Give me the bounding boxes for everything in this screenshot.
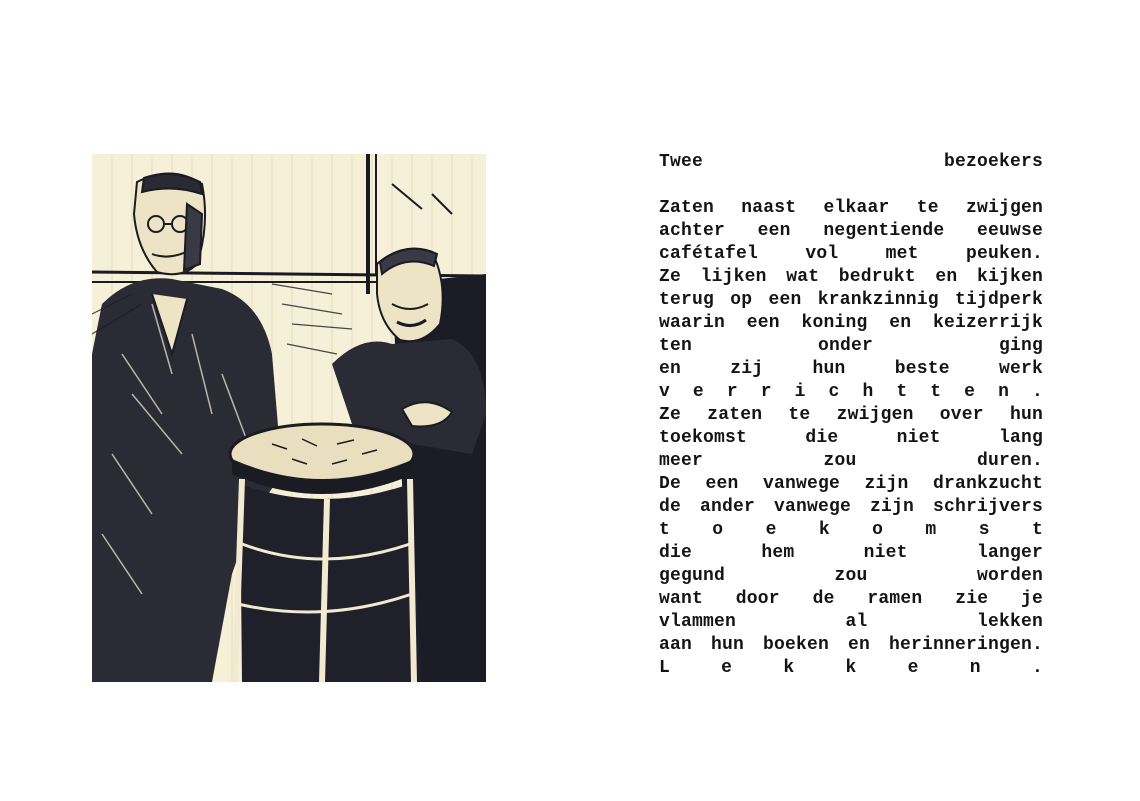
poem-word: t — [930, 382, 942, 402]
poem-word: schrijvers — [932, 497, 1043, 517]
poem-word: c — [828, 382, 840, 402]
poem-word: vlammen — [659, 612, 737, 632]
poem-word: o — [712, 520, 724, 540]
poem-stanza — [659, 197, 1043, 680]
poem-word: e — [692, 382, 704, 402]
poem-word: ging — [998, 336, 1043, 356]
poem-word: ander — [699, 497, 755, 517]
poem-word: s — [978, 520, 990, 540]
poem-word: onder — [817, 336, 873, 356]
poem-line — [659, 611, 1043, 634]
poem-word: te — [788, 405, 811, 425]
poem-word: door — [735, 589, 780, 609]
poem-word: zou — [834, 566, 868, 586]
poem-word: achter — [659, 221, 726, 241]
poem-line — [659, 358, 1043, 381]
poem-line — [659, 289, 1043, 312]
poem-word: elkaar — [823, 198, 890, 218]
poem-line — [659, 243, 1043, 266]
poem-word: langer — [976, 543, 1043, 563]
poem-word: lijken — [700, 267, 767, 287]
poem-word: o — [872, 520, 884, 540]
poem-word: een — [768, 290, 802, 310]
poem-word: naast — [741, 198, 797, 218]
poem-word: duren. — [976, 451, 1043, 471]
poem-word: zij — [730, 359, 764, 379]
poem-word: tijdperk — [954, 290, 1043, 310]
poem-word: m — [925, 520, 937, 540]
poem-word: krankzinnig — [817, 290, 939, 310]
poem-line — [659, 496, 1043, 519]
poem-line — [659, 312, 1043, 335]
poem-word: k — [845, 658, 857, 678]
poem-word: e — [907, 658, 919, 678]
poem-line — [659, 588, 1043, 611]
poem-line — [659, 381, 1043, 404]
poem-word: zijn — [869, 497, 914, 517]
poem-word: vanwege — [773, 497, 851, 517]
poem-word: ramen — [867, 589, 923, 609]
poem-word: gegund — [659, 566, 726, 586]
poem-word: met — [885, 244, 919, 264]
poem-word: t — [1031, 520, 1043, 540]
poem-word: De — [659, 474, 682, 494]
poem-word: zaten — [707, 405, 763, 425]
poem-word: al — [845, 612, 868, 632]
poem-line — [659, 634, 1043, 657]
poem-word: Zaten — [659, 198, 715, 218]
poem-line — [659, 450, 1043, 473]
poem-word: negentiende — [823, 221, 945, 241]
ink-drawing-illustration — [92, 154, 486, 682]
poem-word: . — [1031, 382, 1043, 402]
poem-word: te — [916, 198, 939, 218]
poem-word: en — [847, 635, 870, 655]
poem-word: vol — [805, 244, 839, 264]
poem-word: zijn — [864, 474, 909, 494]
poem-line — [659, 197, 1043, 220]
poem-word: en — [889, 313, 912, 333]
poem-word: hun — [812, 359, 846, 379]
poem-line — [659, 519, 1043, 542]
poem-word: die — [659, 543, 693, 563]
poem-word: herinneringen. — [888, 635, 1043, 655]
poem-word: niet — [896, 428, 941, 448]
poem-word: lekken — [976, 612, 1043, 632]
poem-word: drankzucht — [932, 474, 1043, 494]
poem-word: e — [765, 520, 777, 540]
poem-title-word: Twee — [659, 152, 704, 172]
poem-word: ten — [659, 336, 693, 356]
poem-word: e — [964, 382, 976, 402]
poem-word: hem — [761, 543, 795, 563]
poem-word: boeken — [762, 635, 829, 655]
poem-word: r — [726, 382, 738, 402]
poem-line — [659, 473, 1043, 496]
poem-line — [659, 542, 1043, 565]
poem-word: je — [1020, 589, 1043, 609]
poem-word: L — [659, 658, 671, 678]
poem-word: t — [896, 382, 908, 402]
poem-word: cafétafel — [659, 244, 759, 264]
poem-word: die — [805, 428, 839, 448]
poem-word: over — [939, 405, 984, 425]
poem-word: Ze — [659, 267, 682, 287]
poem-word: want — [659, 589, 704, 609]
poem-word: zwijgen — [965, 198, 1043, 218]
poem-word: en — [659, 359, 682, 379]
poem-word: n — [969, 658, 981, 678]
poem-word: Ze — [659, 405, 682, 425]
poem-title-word: bezoekers — [943, 152, 1043, 172]
poem-line — [659, 404, 1043, 427]
poem-word: kijken — [976, 267, 1043, 287]
poem-word: een — [757, 221, 791, 241]
poem-word: niet — [863, 543, 908, 563]
poem-word: de — [812, 589, 835, 609]
poem-word: terug — [659, 290, 715, 310]
poem-word: zwijgen — [836, 405, 914, 425]
poem-word: toekomst — [659, 428, 748, 448]
poem-word: koning — [801, 313, 868, 333]
poem-word: de — [659, 497, 682, 517]
poem-word: k — [783, 658, 795, 678]
poem-word: zie — [955, 589, 989, 609]
poem-title — [659, 151, 1043, 174]
poem-line — [659, 427, 1043, 450]
poem-word: werk — [998, 359, 1043, 379]
poem-word: hun — [710, 635, 744, 655]
poem-word: i — [794, 382, 806, 402]
poem-word: peuken. — [965, 244, 1043, 264]
poem-word: h — [862, 382, 874, 402]
poem-word: worden — [976, 566, 1043, 586]
poem-word: vanwege — [762, 474, 840, 494]
poem-word: en — [935, 267, 958, 287]
poem-line — [659, 335, 1043, 358]
poem-word: bedrukt — [838, 267, 916, 287]
poem-word: n — [998, 382, 1010, 402]
poem-word: aan — [659, 635, 693, 655]
poem-word: meer — [659, 451, 704, 471]
poem-word: v — [659, 382, 671, 402]
poem-text-block — [659, 151, 1043, 680]
poem-word: . — [1031, 658, 1043, 678]
poem-word: wat — [786, 267, 820, 287]
poem-line — [659, 565, 1043, 588]
poem-word: keizerrijk — [932, 313, 1043, 333]
poem-word: waarin — [659, 313, 726, 333]
poem-line — [659, 657, 1043, 680]
poem-word: een — [705, 474, 739, 494]
poem-line — [659, 266, 1043, 289]
poem-word: r — [760, 382, 772, 402]
poem-word: een — [746, 313, 780, 333]
poem-word: k — [818, 520, 830, 540]
poem-word: beste — [894, 359, 950, 379]
poem-word: lang — [998, 428, 1043, 448]
poem-word: t — [659, 520, 671, 540]
poem-word: hun — [1009, 405, 1043, 425]
poem-line — [659, 220, 1043, 243]
poem-word: eeuwse — [976, 221, 1043, 241]
poem-word: zou — [823, 451, 857, 471]
poem-word: e — [721, 658, 733, 678]
poem-word: op — [730, 290, 753, 310]
